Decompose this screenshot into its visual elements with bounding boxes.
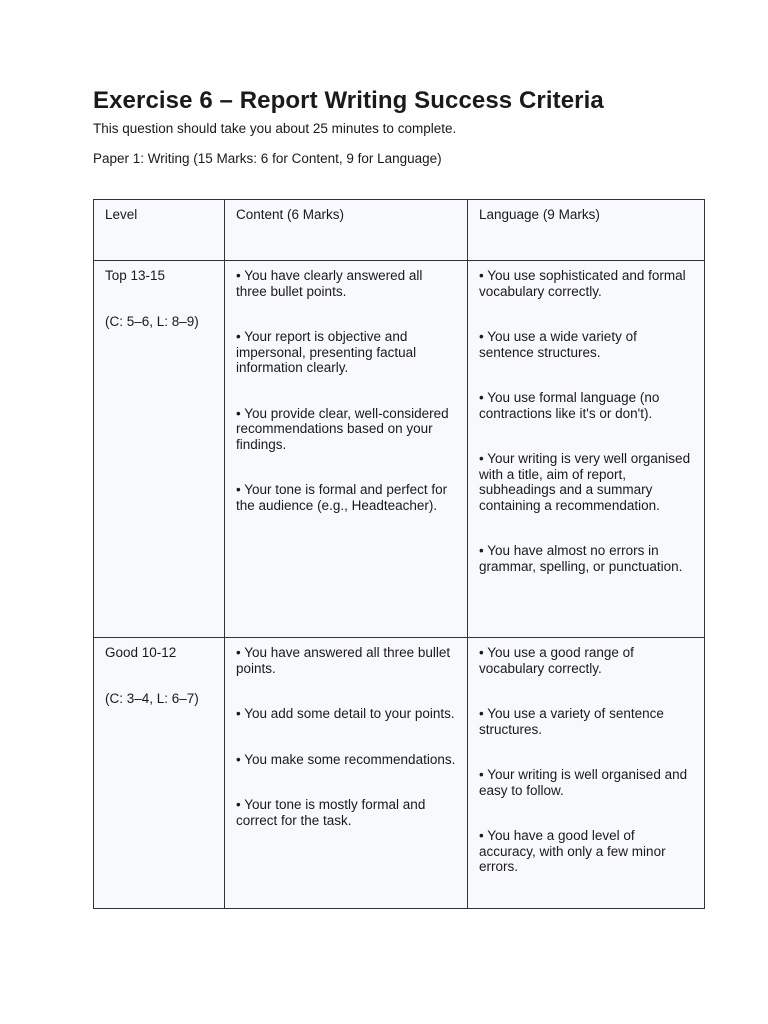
language-bullet: • You use sophisticated and formal vocabulary correctly. — [479, 268, 686, 299]
language-bullet: • You have almost no errors in grammar, spelling, or punctuation. — [479, 543, 683, 574]
content-bullet: • You have answered all three bullet points. — [236, 645, 451, 676]
language-bullet: • Your writing is well organised and easy to follow. — [479, 767, 688, 798]
header-language: Language (9 Marks) — [468, 200, 705, 261]
level-marks: (C: 5–6, L: 8–9) — [105, 313, 199, 329]
content-cell — [225, 261, 468, 638]
page-title: Exercise 6 – Report Writing Success Criteria — [93, 87, 604, 114]
content-bullet: • You provide clear, well-considered recommendations based on your findings. — [236, 405, 449, 452]
language-bullet: • You use a good range of vocabulary correctly. — [479, 645, 634, 676]
content-bullet: • Your tone is formal and perfect for the audience (e.g., Headteacher). — [236, 482, 448, 513]
language-bullet: • You have a good level of accuracy, with only a few minor errors. — [479, 828, 666, 874]
content-cell — [225, 638, 468, 909]
table-row — [94, 261, 705, 638]
paper-info: Paper 1: Writing (15 Marks: 6 for Content, 9 for Language) — [93, 151, 442, 166]
level-cell — [94, 638, 225, 909]
criteria-table — [93, 199, 705, 909]
content-bullet: • You add some detail to your points. — [236, 706, 455, 721]
intro-text: This question should take you about 25 minutes to complete. — [93, 121, 457, 136]
level-name: Top 13-15 — [105, 268, 166, 283]
header-content: Content (6 Marks) — [225, 200, 468, 261]
document-page — [93, 86, 705, 909]
language-bullet: • You use formal language (no contractions like it's or don't). — [479, 390, 660, 421]
content-bullet: • Your report is objective and impersonal, presenting factual information clearly. — [236, 329, 417, 375]
language-bullet: • You use a wide variety of sentence structures. — [479, 329, 637, 360]
content-bullet: • You make some recommendations. — [236, 751, 456, 767]
language-cell — [468, 638, 705, 909]
table-header-row — [94, 200, 705, 261]
language-cell — [468, 261, 705, 638]
level-cell — [94, 261, 225, 638]
level-marks: (C: 3–4, L: 6–7) — [105, 690, 199, 706]
level-name: Good 10-12 — [105, 645, 177, 660]
header-level: Level — [94, 200, 225, 261]
content-bullet: • Your tone is mostly formal and correct for the task. — [236, 797, 426, 828]
table-row — [94, 638, 705, 909]
language-bullet: • You use a variety of sentence structures. — [479, 706, 664, 737]
content-bullet: • You have clearly answered all three bullet points. — [236, 268, 423, 299]
language-bullet: • Your writing is very well organised with a title, aim of report, subheadings and a summary containing a recommendation. — [479, 451, 691, 513]
